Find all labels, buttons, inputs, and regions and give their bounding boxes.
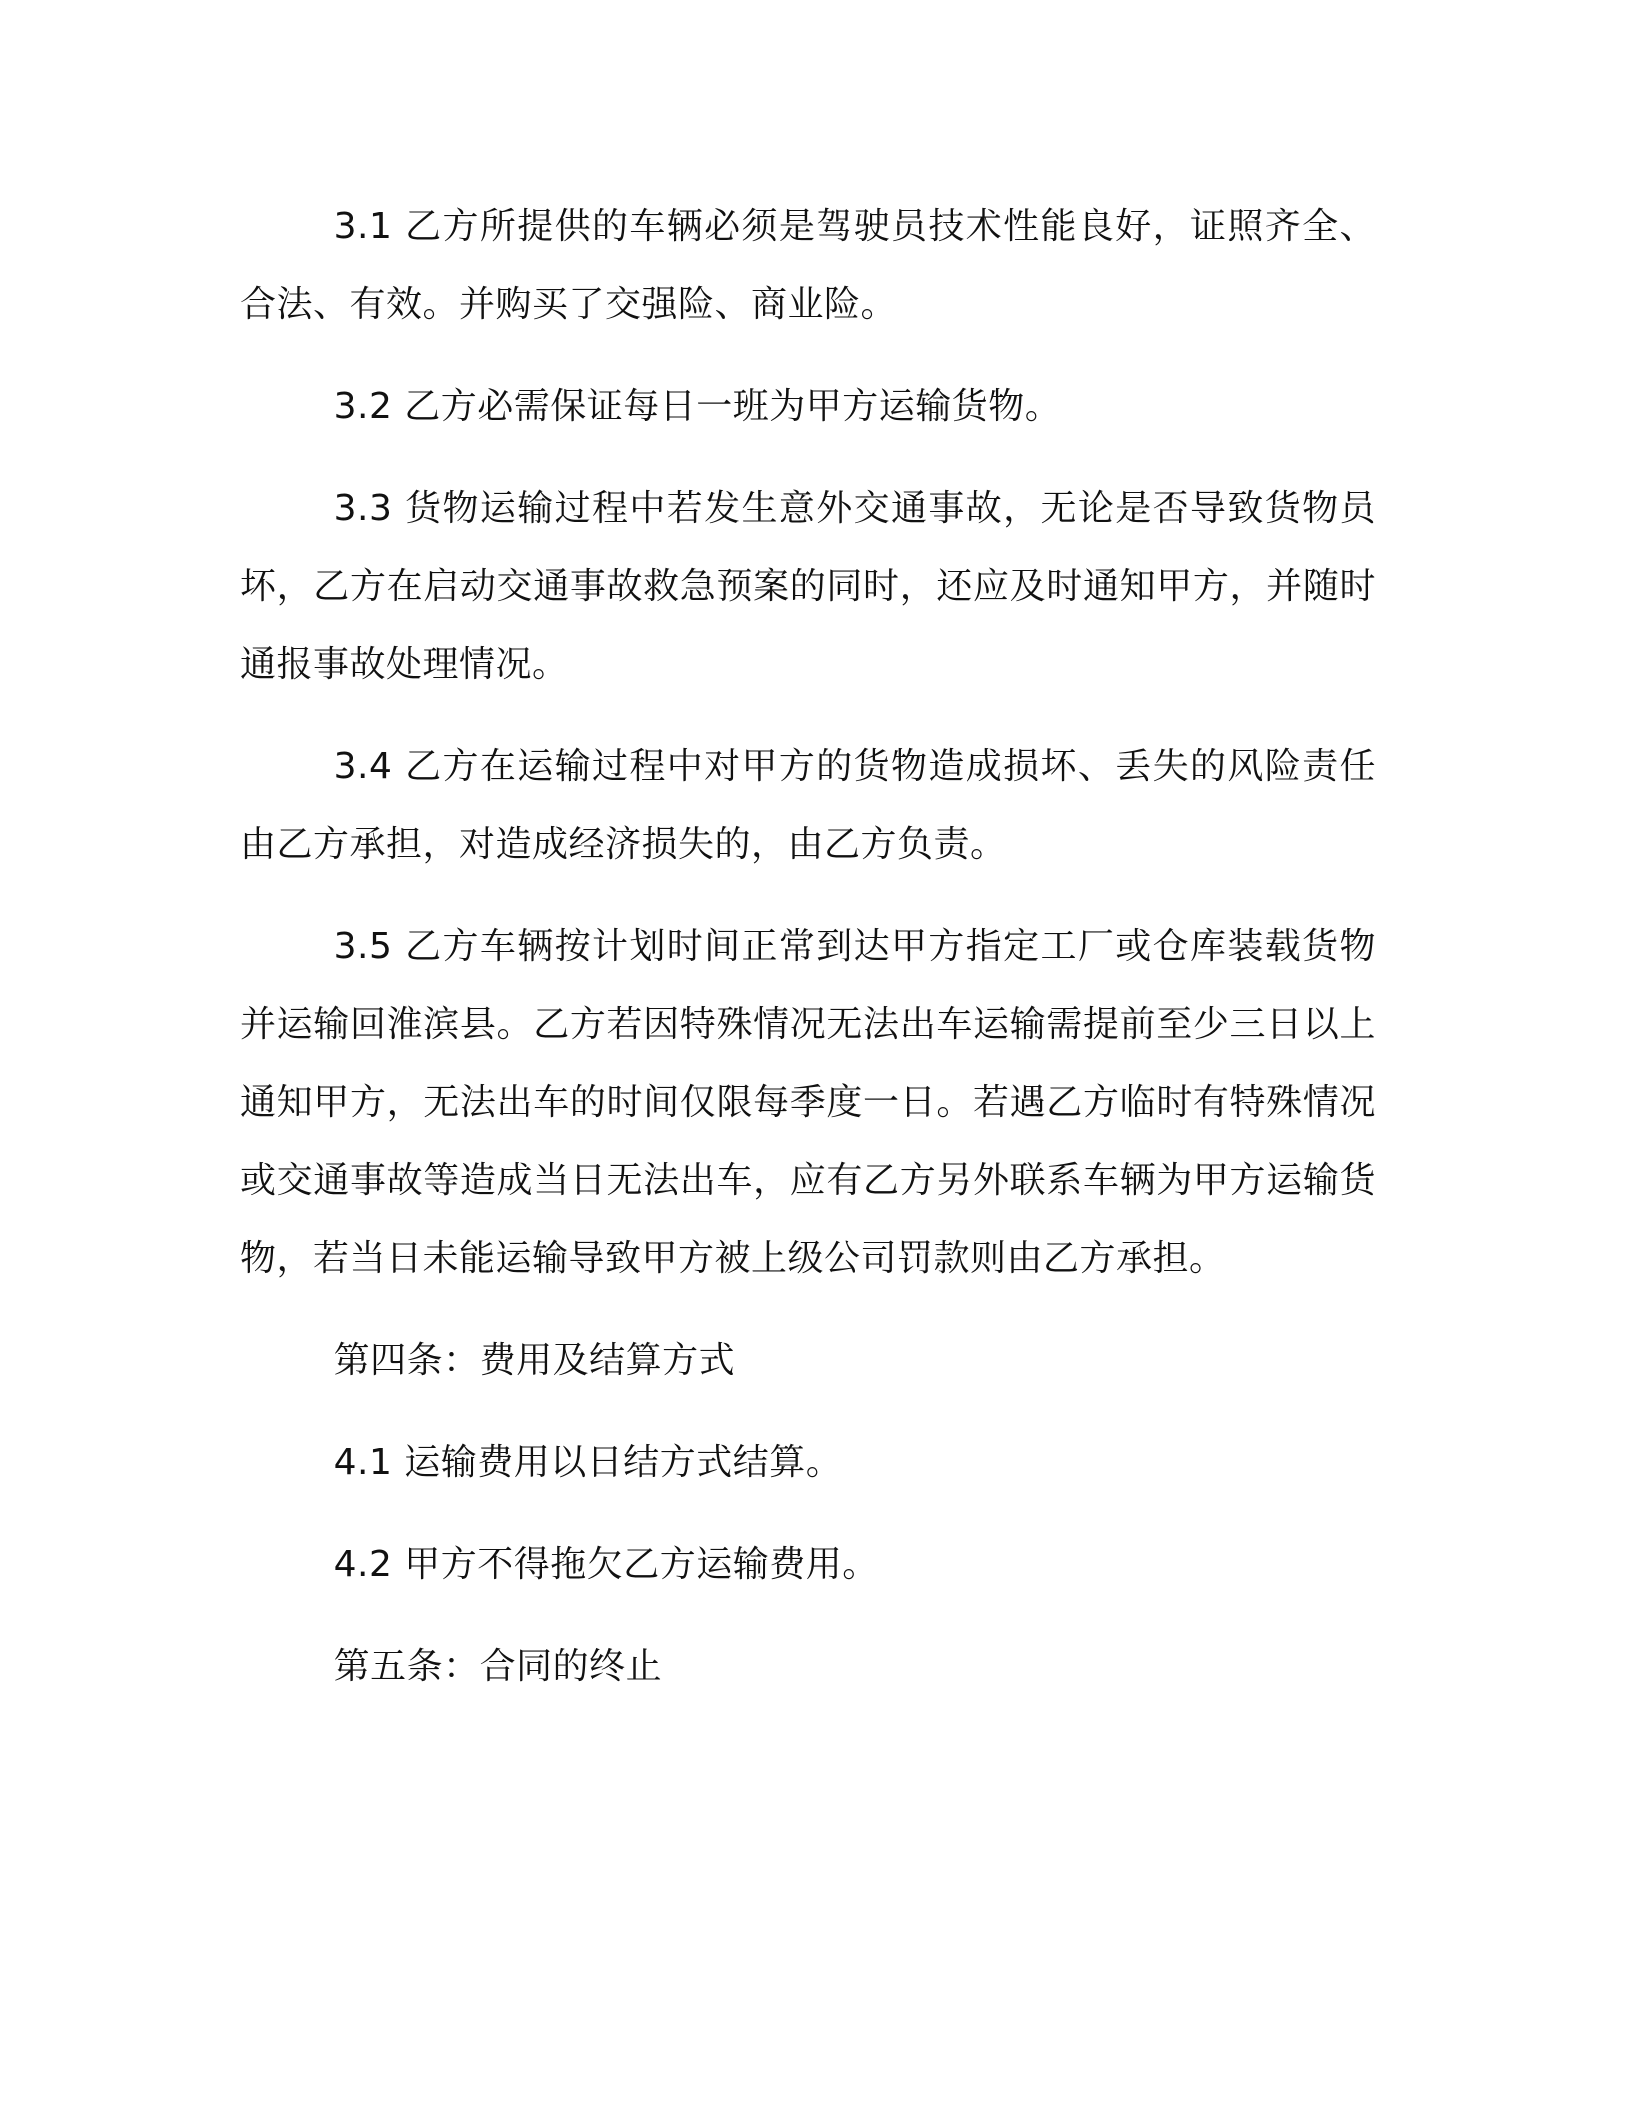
article-5-heading: 第五条：合同的终止: [333, 1646, 663, 1687]
clause-3-5-paragraph: 3.5 乙方车辆按计划时间正常到达甲方指定工厂或仓库装载货物并运输回淮滨县。乙方若因特殊情况无法出车运输需提前至少三日以上通知甲方，无法出车的时间仅限每季度一日。若遇乙方临时有特殊情况或交通事故等造成当日无法出车，应有乙方另外联系车辆为甲方运输货物，若当日未能运输导致甲方被上级公司罚款则由乙方承担。: [240, 926, 1376, 1279]
clause-3-1-paragraph: 3.1 乙方所提供的车辆必须是驾驶员技术性能良好，证照齐全、合法、有效。并购买了交强险、商业险。: [240, 206, 1376, 325]
article-4-heading: 第四条：费用及结算方式: [333, 1340, 736, 1381]
clause-3-4-paragraph: 3.4 乙方在运输过程中对甲方的货物造成损坏、丢失的风险责任由乙方承担，对造成经济损失的，由乙方负责。: [240, 746, 1376, 865]
clause-3-3-paragraph: 3.3 货物运输过程中若发生意外交通事故，无论是否导致货物员坏，乙方在启动交通事故救急预案的同时，还应及时通知甲方，并随时通报事故处理情况。: [240, 488, 1376, 685]
clause-3-2-paragraph: 3.2 乙方必需保证每日一班为甲方运输货物。: [333, 386, 1062, 427]
clause-4-1-paragraph: 4.1 运输费用以日结方式结算。: [333, 1442, 843, 1483]
clause-4-2-paragraph: 4.2 甲方不得拖欠乙方运输费用。: [333, 1544, 879, 1585]
document-page: [240, 188, 1376, 1706]
